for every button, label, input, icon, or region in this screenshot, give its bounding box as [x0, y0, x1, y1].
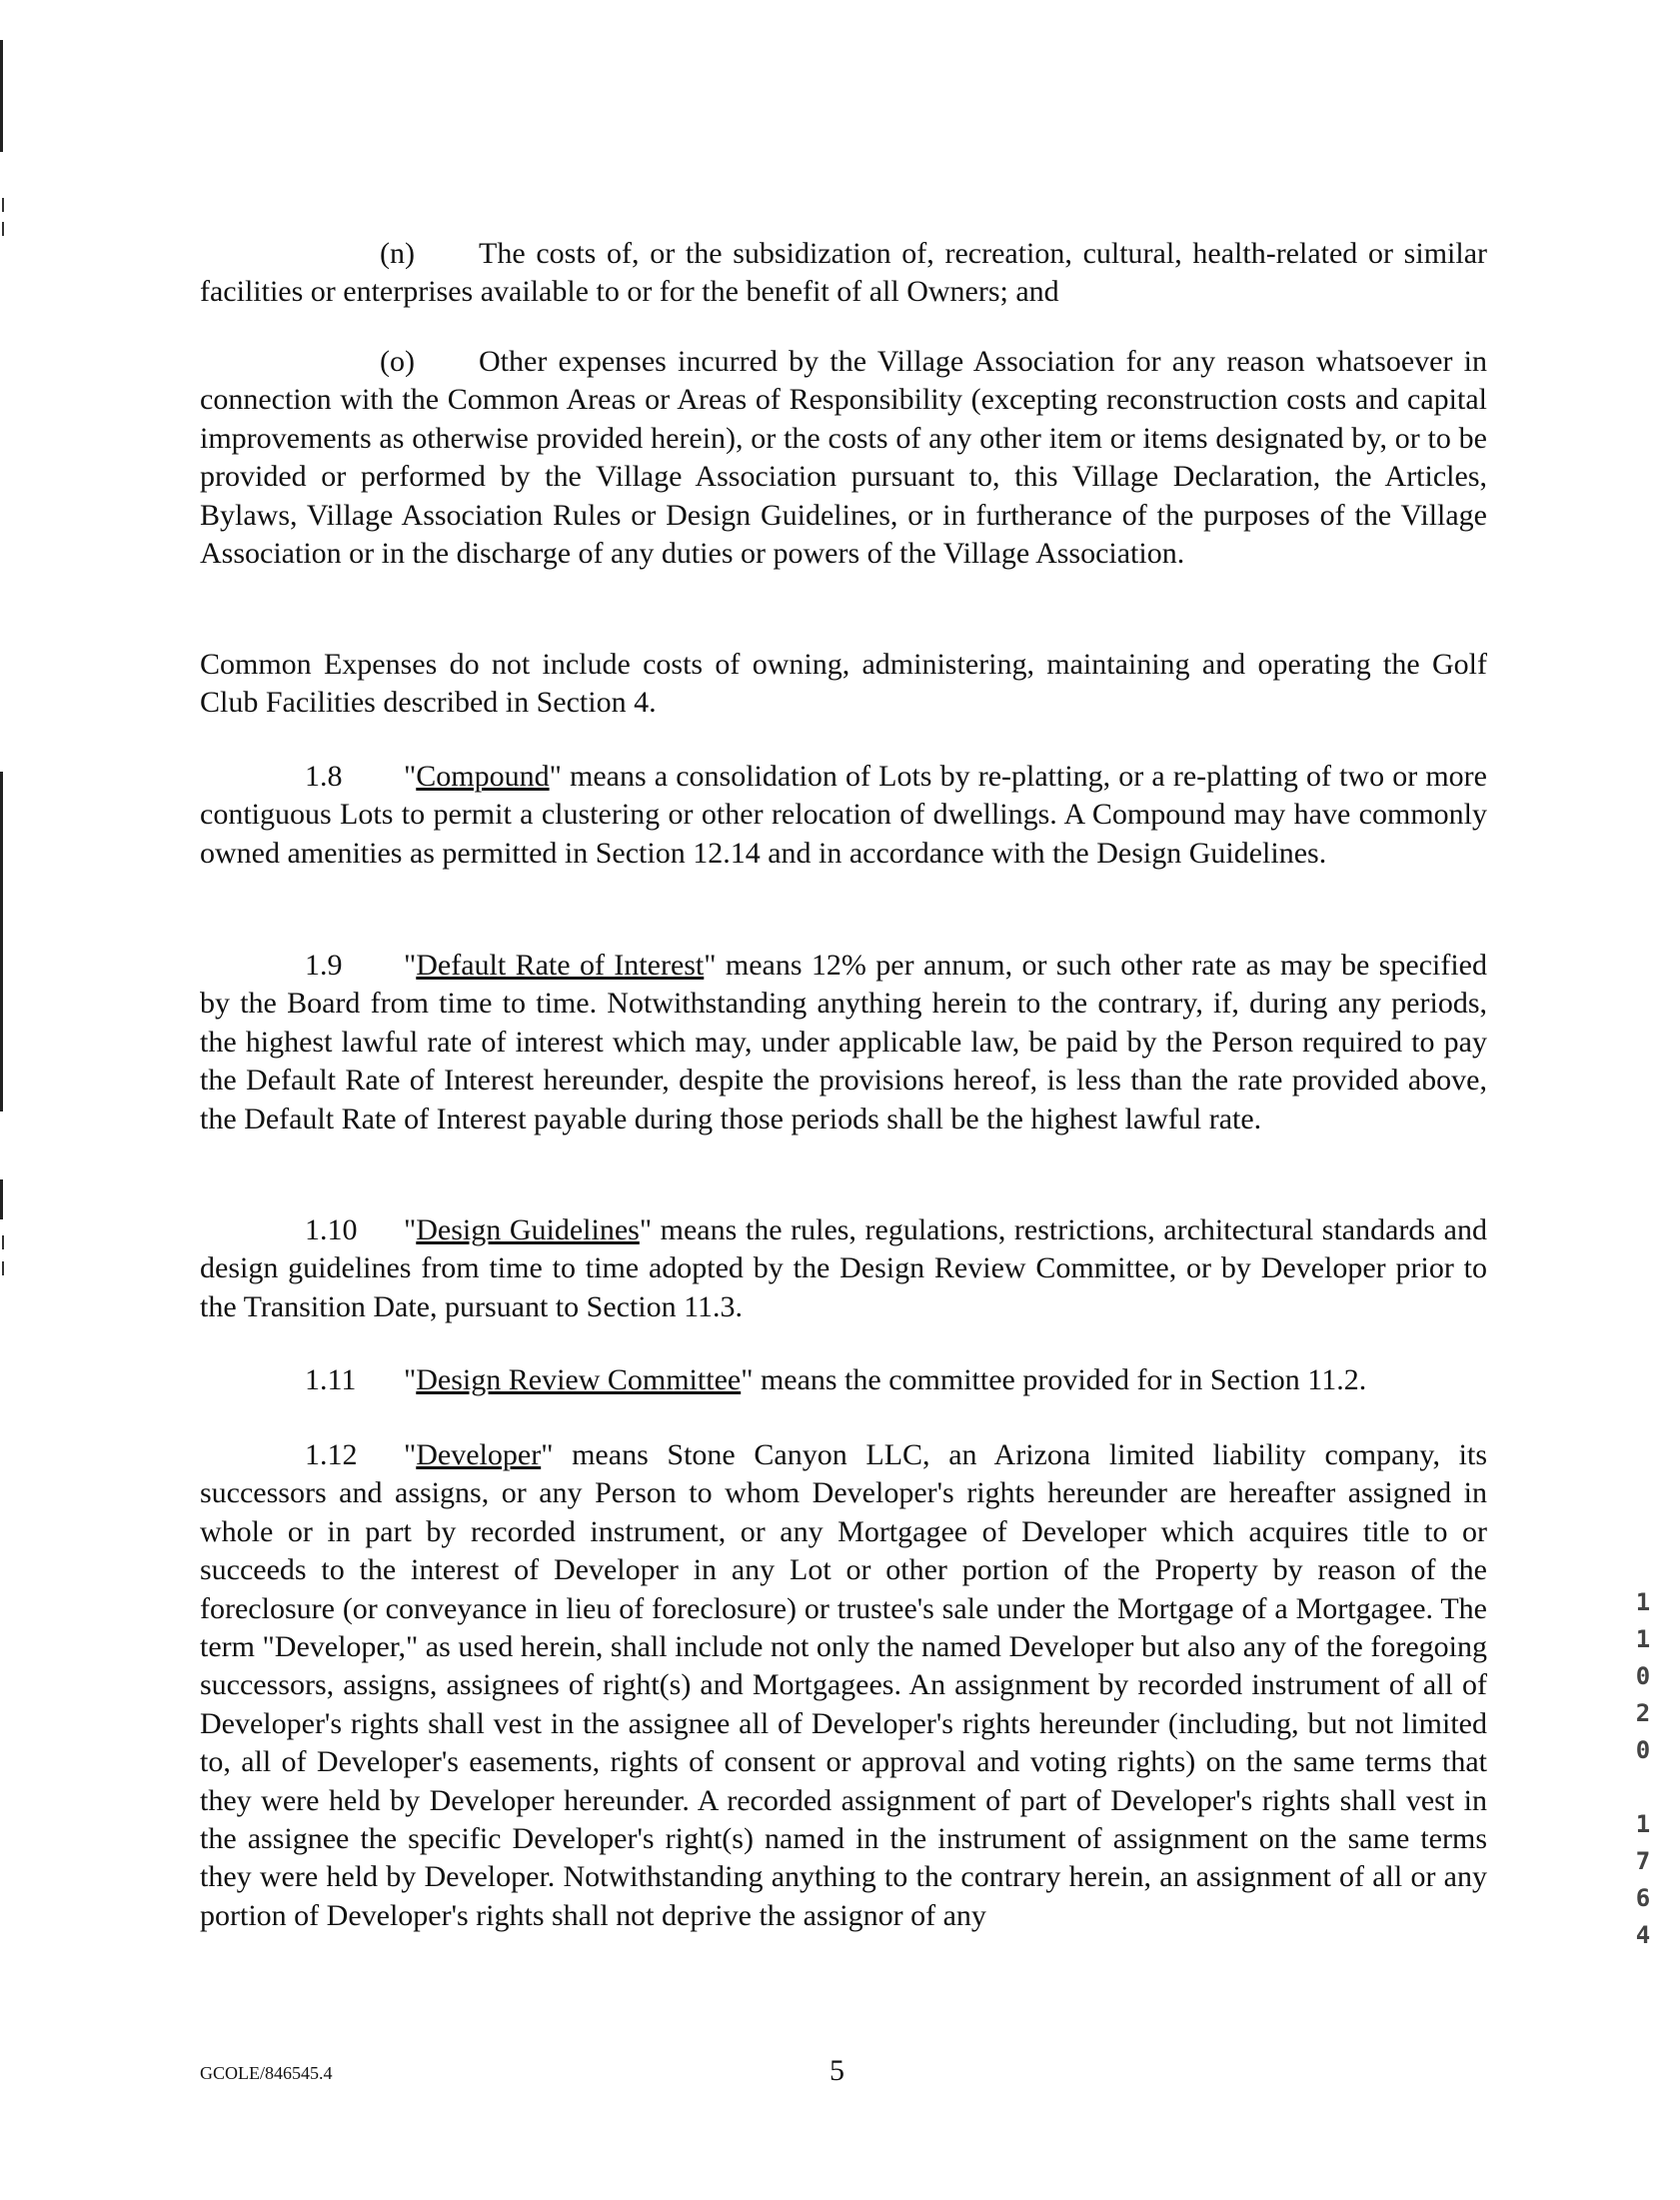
definition-1-8	[200, 758, 1487, 873]
definition-1-9	[200, 947, 1487, 1138]
paragraph-label: (n)	[380, 237, 415, 270]
paragraph-text: Common Expenses do not include costs of owning, administering, maintaining and operating the Golf Club Facilities described in Section 4.	[200, 648, 1487, 720]
defined-term: Developer	[416, 1438, 542, 1471]
definition-text: " means a consolidation of Lots by re-platting, or a re-platting of two or more contiguous Lots to permit a clustering or other relocation of dwellings. A Compound may have commonly owned amenities as permitted in Section 12.14 and in accordance with the Design Guidelines.	[200, 760, 1487, 870]
paragraph-label: (o)	[380, 345, 415, 378]
stamp-digit: 6	[1635, 1884, 1651, 1912]
margin-scan-tick	[2, 1235, 4, 1249]
page-number: 5	[830, 2054, 844, 2087]
definition-text: " means the committee provided for in Section 11.2.	[741, 1363, 1367, 1396]
margin-scan-bar	[0, 772, 3, 1111]
open-quote: "	[404, 760, 417, 793]
stamp-gap	[1631, 1769, 1655, 1806]
definition-1-11	[200, 1361, 1487, 1399]
margin-scan-bar	[0, 1179, 3, 1219]
paragraph-common-expenses	[200, 646, 1487, 723]
defined-term: Design Guidelines	[416, 1213, 640, 1246]
recording-number-stamp	[1631, 1584, 1655, 1954]
section-number: 1.9	[305, 949, 343, 982]
paragraph-o	[200, 343, 1487, 573]
stamp-digit: 1	[1635, 1810, 1651, 1838]
section-number: 1.11	[305, 1363, 357, 1396]
stamp-digit: 0	[1635, 1736, 1651, 1764]
definition-text: " means Stone Canyon LLC, an Arizona limited liability company, its successors and assigns, or any Person to whom Developer's rights hereunder are hereafter assigned in whole or in part by recorded instrument, or any Mortgagee of Developer which acquires title to or succeeds to the interest of Developer in any Lot or other portion of the Property by reason of the foreclosure (or conveyance in lieu of foreclosure) or trustee's sale under the Mortgage of a Mortgagee. The term "Developer," as used herein, shall include not only the named Developer but also any of the foregoing successors, assigns, assignees of right(s) and Mortgagees. An assignment by recorded instrument of all of Developer's rights shall vest in the assignee all of Developer's rights hereunder (including, but not limited to, all of Developer's easements, rights of consent or approval and voting rights) on the same terms that they were held by Developer hereunder. A recorded assignment of part of Developer's rights shall vest in the assignee the specific Developer's right(s) named in the instrument of assignment on the same terms they were held by Developer. Notwithstanding anything to the contrary herein, an assignment of all or any portion of Developer's rights shall not deprive the assignor of any	[200, 1438, 1487, 1932]
section-number: 1.8	[305, 760, 343, 793]
definition-text: " means the rules, regulations, restrictions, architectural standards and design guidelines from time to time adopted by the Design Review Committee, or by Developer prior to the Transition Date, pursuant to Section 11.3.	[200, 1213, 1487, 1323]
open-quote: "	[404, 1213, 417, 1246]
margin-scan-bar	[0, 40, 3, 152]
defined-term: Design Review Committee	[416, 1363, 742, 1396]
stamp-digit: 0	[1635, 1662, 1651, 1690]
definition-text: " means 12% per annum, or such other rate as may be specified by the Board from time to time. Notwithstanding anything herein to the contrary, if, during any periods, the highest lawful rate of interest which may, under applicable law, be paid by the Person required to pay the Default Rate of Interest hereunder, despite the provisions hereof, is less than the rate provided above, the Default Rate of Interest payable during those periods shall be the highest lawful rate.	[200, 949, 1487, 1135]
stamp-digit: 1	[1635, 1625, 1651, 1653]
defined-term: Default Rate of Interest	[416, 949, 705, 982]
open-quote: "	[404, 1363, 417, 1396]
paragraph-n	[200, 235, 1487, 312]
section-number: 1.12	[305, 1438, 358, 1471]
stamp-digit: 1	[1635, 1588, 1651, 1616]
open-quote: "	[404, 949, 417, 982]
document-id: GCOLE/846545.4	[200, 2063, 333, 2083]
stamp-digit: 4	[1635, 1921, 1651, 1949]
open-quote: "	[404, 1438, 417, 1471]
section-number: 1.10	[305, 1213, 358, 1246]
margin-scan-tick	[2, 198, 4, 212]
margin-scan-tick	[2, 222, 4, 236]
stamp-digit: 7	[1635, 1847, 1651, 1875]
definition-1-12	[200, 1436, 1487, 1935]
paragraph-text: The costs of, or the subsidization of, recreation, cultural, health-related or similar facilities or enterprises available to or for the benefit of all Owners; and	[200, 237, 1487, 309]
margin-scan-tick	[2, 1261, 4, 1275]
stamp-digit: 2	[1635, 1699, 1651, 1727]
defined-term: Compound	[416, 760, 550, 793]
paragraph-text: Other expenses incurred by the Village Association for any reason whatsoever in connection with the Common Areas or Areas of Responsibility (excepting reconstruction costs and capital improvements as otherwise provided herein), or the costs of any other item or items designated by, or to be provided or performed by the Village Association pursuant to, this Village Declaration, the Articles, Bylaws, Village Association Rules or Design Guidelines, or in furtherance of the purposes of the Village Association or in the discharge of any duties or powers of the Village Association.	[200, 345, 1487, 571]
definition-1-10	[200, 1211, 1487, 1326]
